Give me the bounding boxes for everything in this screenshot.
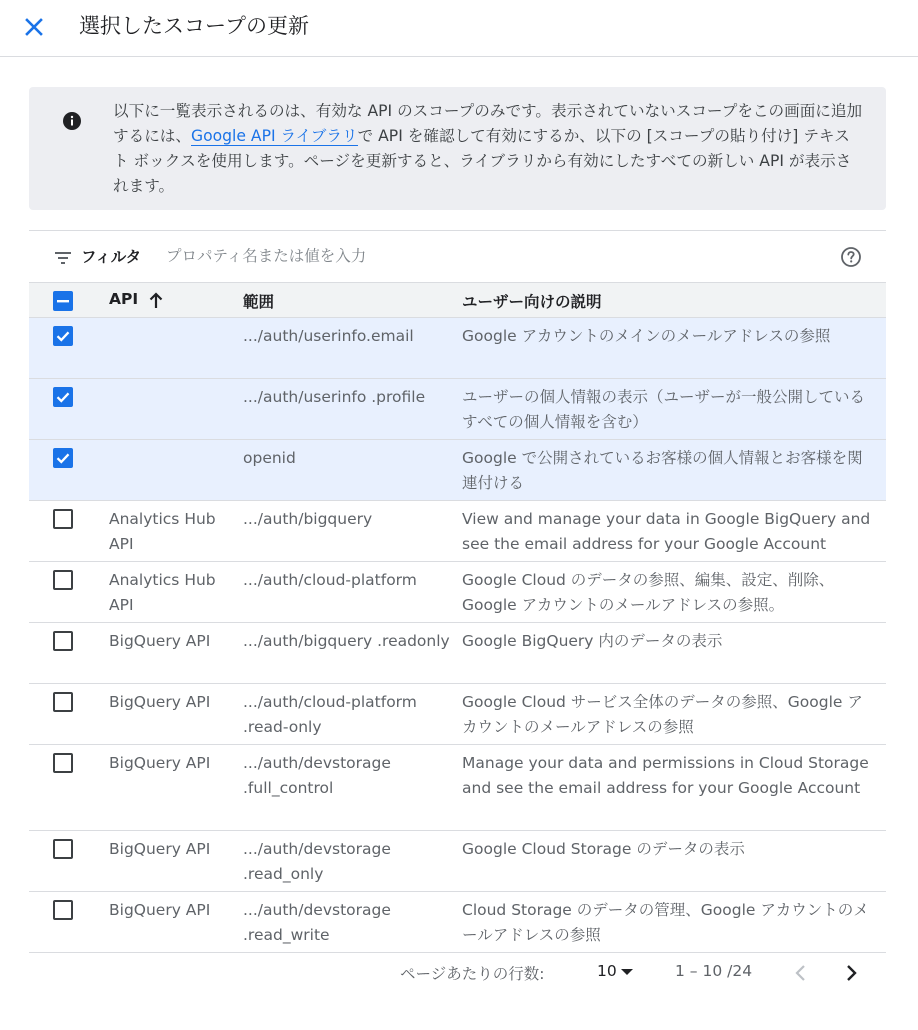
cell-scope: .../auth/bigquery — [243, 510, 373, 528]
cell-api: BigQuery API — [109, 754, 211, 772]
cell-api: BigQuery API — [109, 840, 211, 858]
cell-scope: .../auth/cloud-platform .read-only — [243, 693, 417, 736]
checkmark-icon — [53, 326, 73, 346]
rows-per-page-value: 10 — [597, 962, 617, 980]
page-range: 1 – 10 /24 — [675, 962, 753, 980]
cell-api: BigQuery API — [109, 693, 211, 711]
row-checkbox[interactable] — [53, 509, 73, 529]
table-header-row — [29, 282, 886, 318]
row-checkbox[interactable] — [53, 753, 73, 773]
cell-description: ユーザーの個人情報の表示（ユーザーが一般公開しているすべての個人情報を含む） — [462, 388, 866, 431]
table-row[interactable] — [29, 684, 886, 745]
checkmark-icon — [53, 387, 73, 407]
cell-description: Manage your data and permissions in Cloud Storage and see the email address for your Google Account — [462, 754, 869, 797]
indeterminate-icon — [53, 291, 73, 311]
cell-scope: .../auth/devstorage .full_control — [243, 754, 391, 797]
cell-description: Google Cloud サービス全体のデータの参照、Google アカウントのメールアドレスの参照 — [462, 693, 863, 736]
info-text-before: 以下に一覧表示されるのは、有効な API のスコープのみです。表示されていないスコープをこの画面に追加するには、 — [113, 102, 863, 145]
filter-label: フィルタ — [81, 248, 142, 266]
cell-description: Google BigQuery 内のデータの表示 — [462, 632, 723, 650]
cell-description: Cloud Storage のデータの管理、Google アカウントのメールアドレスの参照 — [462, 901, 869, 944]
help-icon[interactable] — [840, 246, 862, 268]
sort-arrow-up-icon[interactable] — [146, 291, 166, 311]
cell-scope: .../auth/devstorage .read_write — [243, 901, 391, 944]
cell-api: BigQuery API — [109, 901, 211, 919]
cell-scope: .../auth/userinfo.email — [243, 327, 414, 345]
row-checkbox-checked[interactable] — [53, 448, 73, 468]
table-row[interactable] — [29, 831, 886, 892]
cell-description: Google で公開されているお客様の個人情報とお客様を関連付ける — [462, 449, 863, 492]
info-icon — [62, 111, 82, 131]
close-icon[interactable] — [20, 13, 48, 41]
chevron-left-icon[interactable] — [789, 961, 813, 985]
row-checkbox[interactable] — [53, 570, 73, 590]
row-checkbox[interactable] — [53, 631, 73, 651]
cell-description: Google Cloud Storage のデータの表示 — [462, 840, 745, 858]
cell-description: Google Cloud のデータの参照、編集、設定、削除、Google アカウントのメールアドレスの参照。 — [462, 571, 835, 614]
filter-icon[interactable] — [53, 248, 73, 268]
select-all-checkbox[interactable] — [53, 291, 73, 311]
rows-per-page-select[interactable] — [597, 962, 633, 980]
info-text — [113, 99, 863, 199]
chevron-right-icon[interactable] — [839, 961, 863, 985]
table-row[interactable] — [29, 623, 886, 684]
dialog-header — [0, 0, 918, 57]
api-library-link[interactable]: Google API ライブラリ — [190, 127, 358, 145]
cell-api: BigQuery API — [109, 632, 211, 650]
cell-scope: .../auth/userinfo .profile — [243, 388, 426, 406]
cell-scope: .../auth/bigquery .readonly — [243, 632, 450, 650]
scopes-table — [29, 282, 886, 953]
info-text-after: で API を確認して有効にするか、以下の [スコープの貼り付け] テキスト ボックスを使用します。ページを更新すると、ライブラリから有効にしたすべての新しい API が表示されます。 — [113, 127, 852, 195]
cell-api: Analytics Hub API — [109, 571, 216, 614]
cell-scope: .../auth/devstorage .read_only — [243, 840, 391, 883]
table-row[interactable] — [29, 562, 886, 623]
table-row[interactable] — [29, 745, 886, 831]
row-checkbox[interactable] — [53, 692, 73, 712]
row-checkbox[interactable] — [53, 900, 73, 920]
table-row[interactable] — [29, 440, 886, 501]
column-header-scope: 範囲 — [243, 293, 275, 311]
cell-api: Analytics Hub API — [109, 510, 216, 553]
row-checkbox-checked[interactable] — [53, 387, 73, 407]
row-checkbox-checked[interactable] — [53, 326, 73, 346]
table-row[interactable] — [29, 501, 886, 562]
table-row[interactable] — [29, 318, 886, 379]
page-title: 選択したスコープの更新 — [79, 14, 309, 38]
cell-scope: .../auth/cloud-platform — [243, 571, 417, 589]
column-header-api[interactable]: API — [109, 290, 139, 308]
info-banner — [29, 87, 886, 210]
rows-per-page-label: ページあたりの行数: — [400, 965, 545, 983]
cell-scope: openid — [243, 449, 296, 467]
filter-bar — [29, 230, 886, 282]
row-checkbox[interactable] — [53, 839, 73, 859]
table-row[interactable] — [29, 892, 886, 953]
checkmark-icon — [53, 448, 73, 468]
dropdown-caret-icon — [621, 969, 633, 975]
column-header-description: ユーザー向けの説明 — [462, 293, 602, 311]
pagination-bar — [29, 953, 886, 993]
filter-input[interactable] — [166, 243, 766, 269]
table-row[interactable] — [29, 379, 886, 440]
cell-description: View and manage your data in Google BigQuery and see the email address for your Google Account — [462, 510, 871, 553]
cell-description: Google アカウントのメインのメールアドレスの参照 — [462, 327, 831, 345]
